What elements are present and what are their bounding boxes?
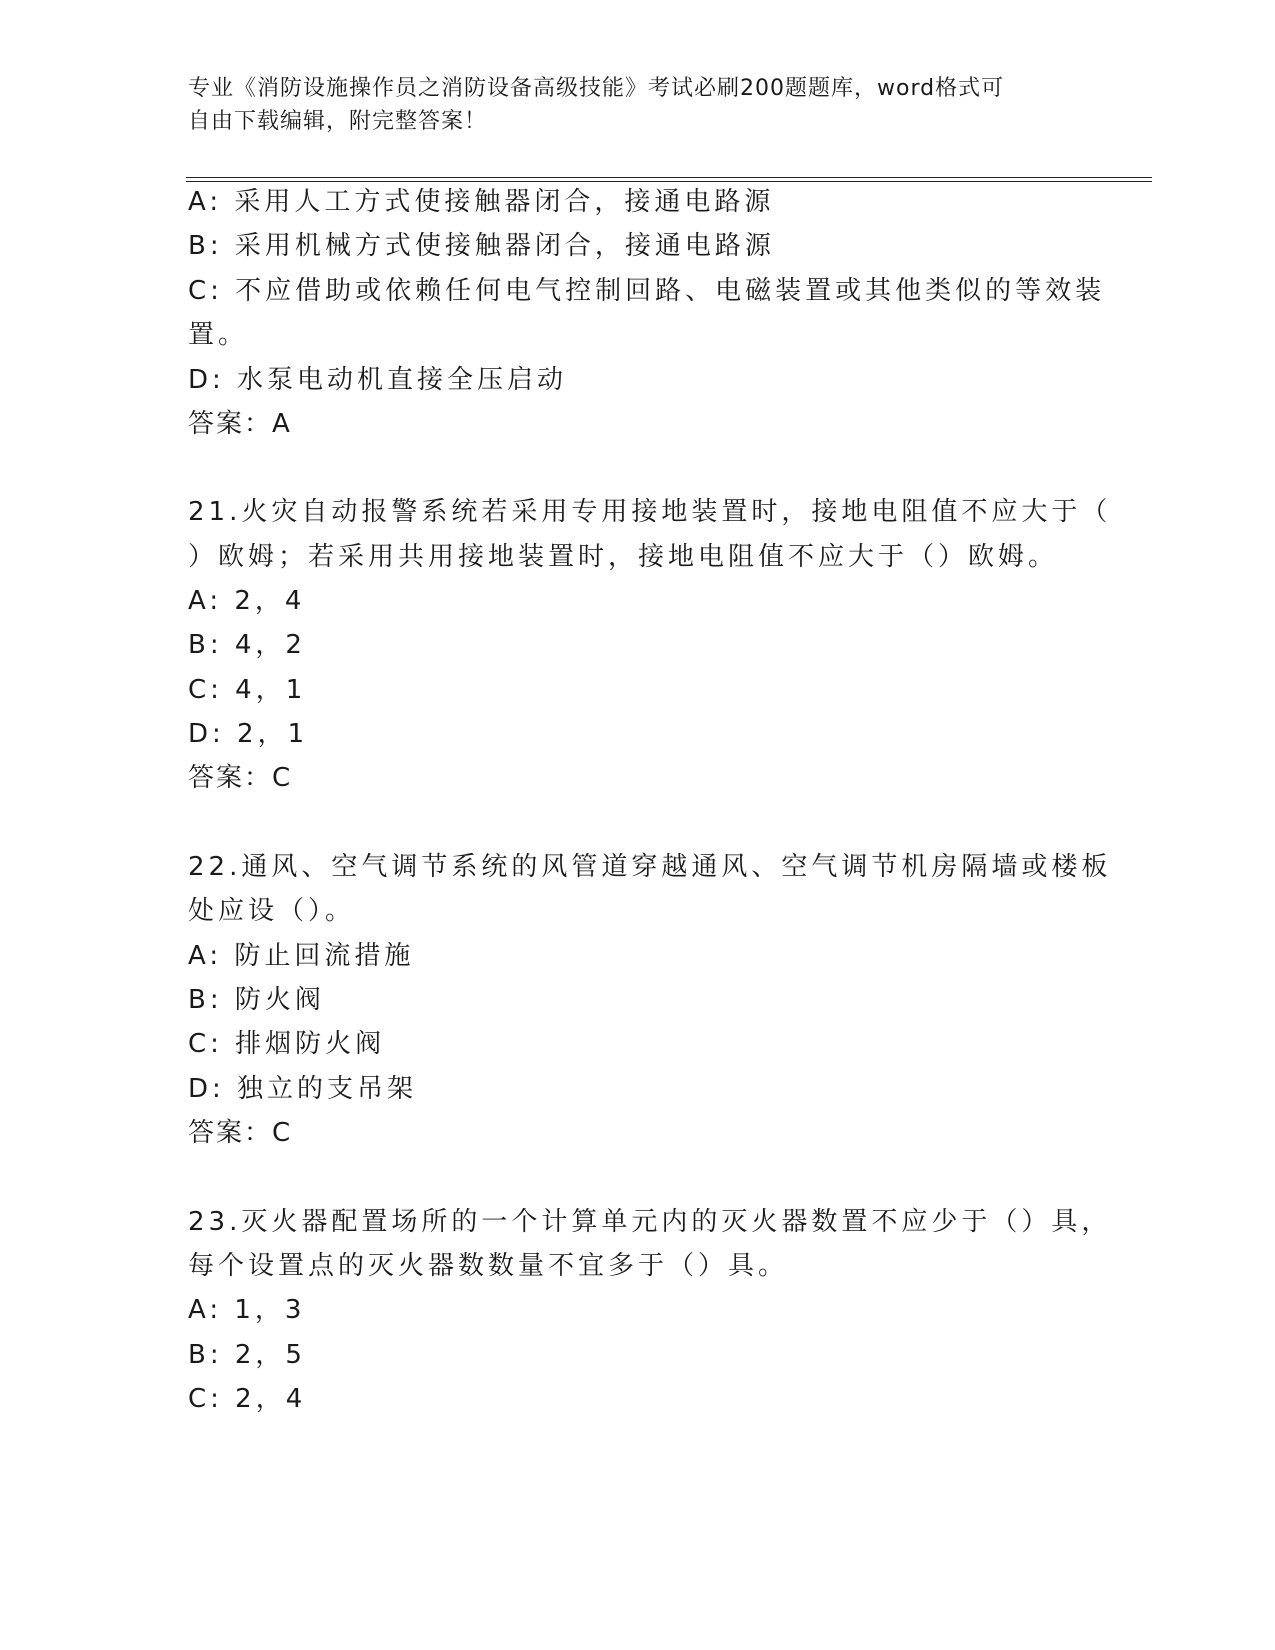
q22-option-b: B: 防火阀: [188, 985, 325, 1015]
header-title-line-2: 自由下载编辑，附完整答案！: [188, 109, 488, 134]
header-title-line-1: 专业《消防设施操作员之消防设备高级技能》考试必刷200题题库，word格式可: [188, 76, 1005, 101]
q23-stem-line-2: 每个设置点的灭火器数数量不宜多于（）具。: [188, 1251, 789, 1281]
q21-option-b: B: 4，2: [188, 630, 306, 660]
q22-stem-line-2: 处应设（）。: [188, 896, 356, 926]
q23-stem-line-1: 23.灭火器配置场所的一个计算单元内的灭火器数置不应少于（）具，: [188, 1207, 1112, 1237]
q21-stem-line-2: ）欧姆；若采用共用接地装置时，接地电阻值不应大于（）欧姆。: [188, 542, 1059, 572]
q23-option-a: A: 1，3: [188, 1295, 306, 1325]
q20-option-a: A: 采用人工方式使接触器闭合，接通电路源: [188, 187, 775, 217]
q22-option-d: D: 独立的支吊架: [188, 1074, 418, 1104]
q20-option-c-line-1: C: 不应借助或依赖任何电气控制回路、电磁装置或其他类似的等效装: [188, 276, 1106, 306]
q23-option-b: B: 2，5: [188, 1340, 306, 1370]
q22-option-a: A: 防止回流措施: [188, 941, 415, 971]
q21-option-c: C: 4，1: [188, 675, 307, 705]
q22-option-c: C: 排烟防火阀: [188, 1029, 386, 1059]
q21-option-a: A: 2，4: [188, 586, 306, 616]
q20-answer: 答案：A: [188, 409, 292, 439]
document-header: [188, 72, 1068, 138]
q21-stem-line-1: 21.火灾自动报警系统若采用专用接地装置时，接地电阻值不应大于（: [188, 497, 1112, 527]
q20-option-b: B: 采用机械方式使接触器闭合，接通电路源: [188, 231, 775, 261]
q20-option-c-line-2: 置。: [188, 320, 249, 350]
header-divider: [186, 177, 1152, 182]
q21-option-d: D: 2，1: [188, 719, 309, 749]
q23-option-c: C: 2，4: [188, 1384, 307, 1414]
q22-stem-line-1: 22.通风、空气调节系统的风管道穿越通风、空气调节机房隔墙或楼板: [188, 852, 1112, 882]
q20-option-d: D: 水泵电动机直接全压启动: [188, 365, 568, 395]
q22-answer: 答案：C: [188, 1118, 293, 1148]
q21-answer: 答案：C: [188, 763, 293, 793]
